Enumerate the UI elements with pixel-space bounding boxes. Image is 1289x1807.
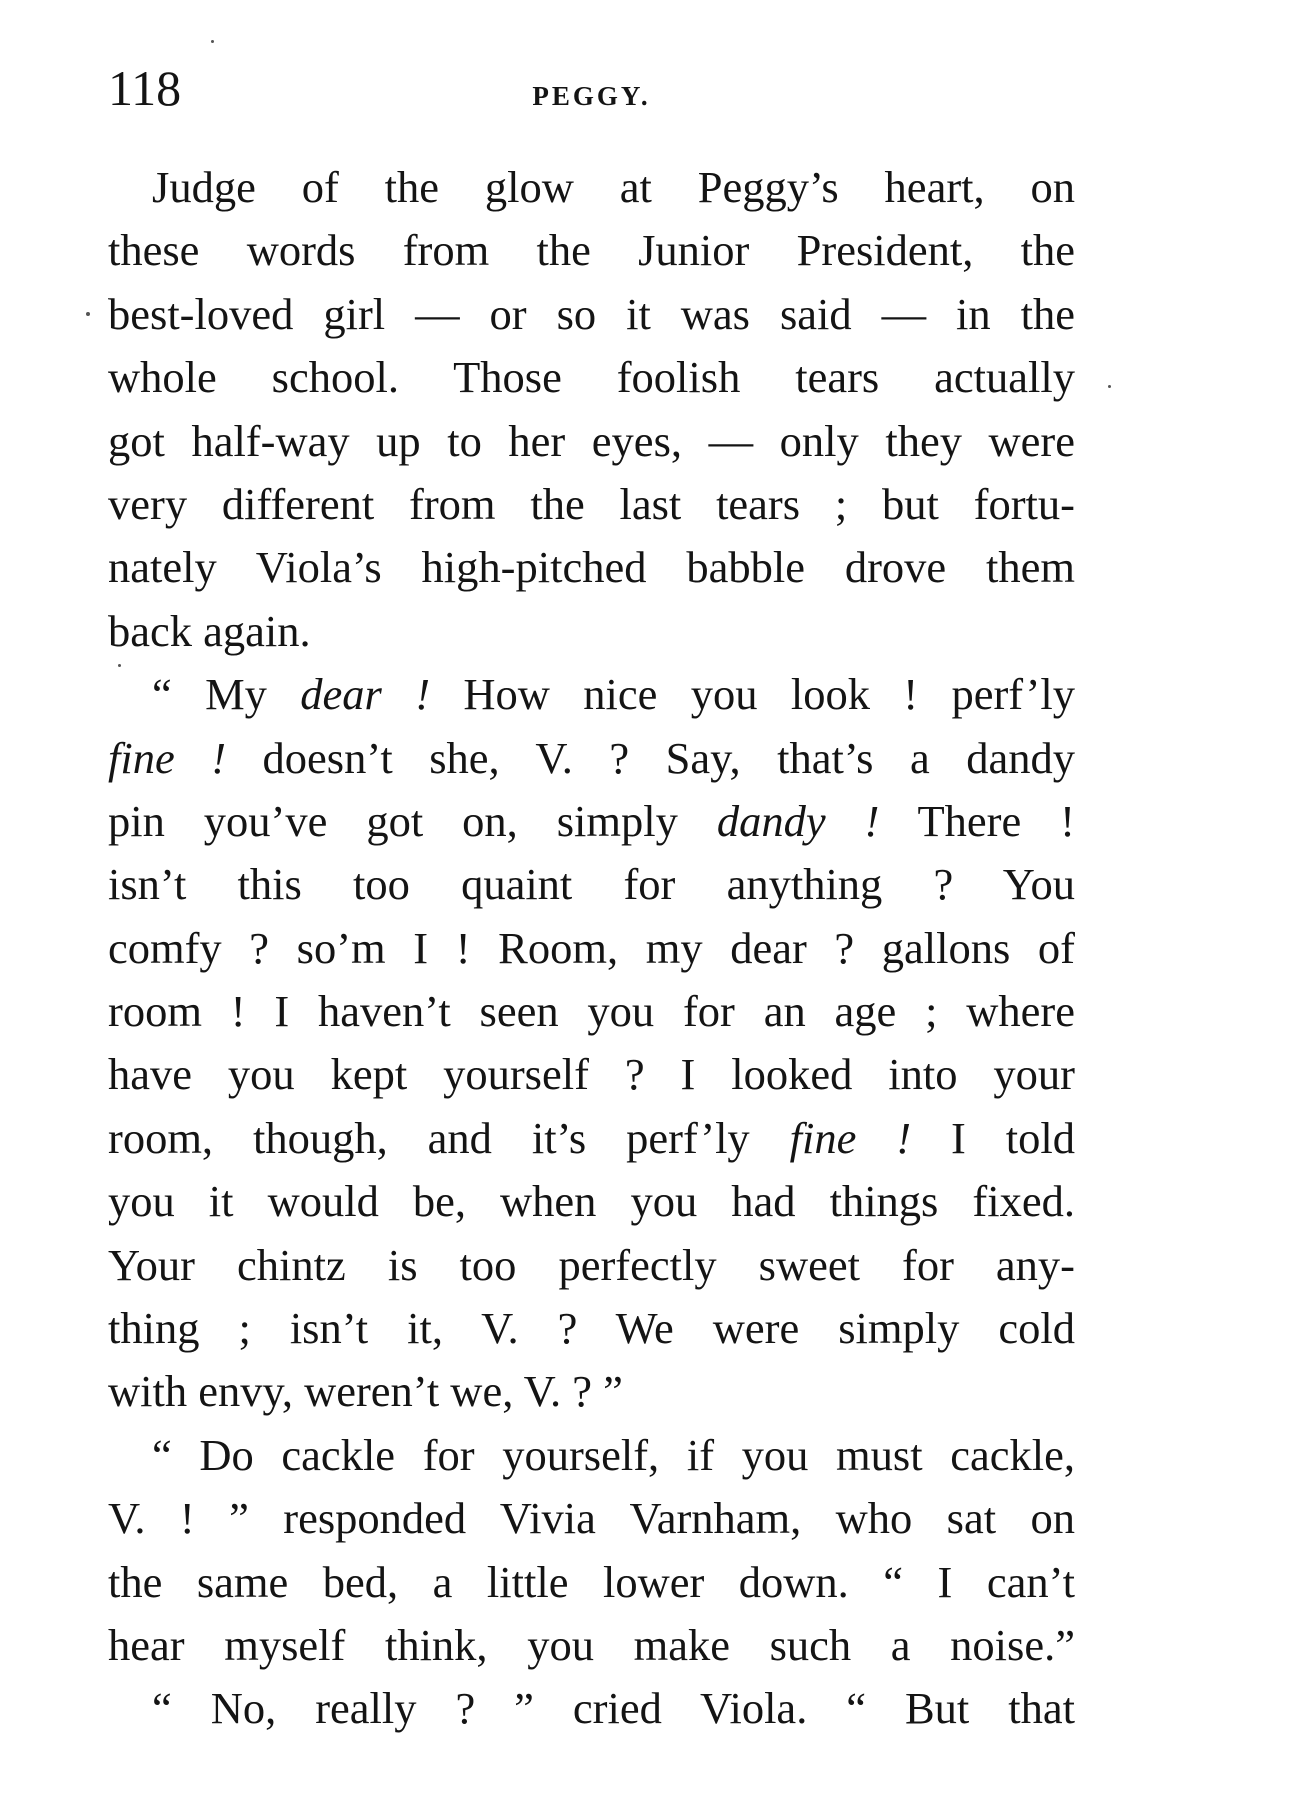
text-line: with envy, weren’t we, V. ? ” bbox=[108, 1366, 623, 1417]
text-line: comfy ? so’m I ! Room, my dear ? gallons of bbox=[108, 922, 1075, 973]
text-line: back again. bbox=[108, 605, 311, 656]
text-line: isn’t this too quaint for anything ? You bbox=[108, 859, 1075, 910]
text-line: thing ; isn’t it, V. ? We were simply cold bbox=[108, 1303, 1075, 1354]
text-line: fine ! doesn’t she, V. ? Say, that’s a dandy bbox=[108, 732, 1075, 783]
text-line: “ My dear ! How nice you look ! perf’ly bbox=[152, 669, 1075, 720]
text-line: these words from the Junior President, the bbox=[108, 225, 1075, 276]
text-line: the same bed, a little lower down. “ I can’t bbox=[108, 1556, 1075, 1607]
scan-speck bbox=[86, 312, 90, 316]
text-line: V. ! ” responded Vivia Varnham, who sat on bbox=[108, 1493, 1075, 1544]
text-line: hear myself think, you make such a noise.” bbox=[108, 1619, 1075, 1670]
text-line: nately Viola’s high-pitched babble drove them bbox=[108, 542, 1075, 593]
text-line: whole school. Those foolish tears actually bbox=[108, 352, 1075, 403]
text-line: you it would be, when you had things fixed. bbox=[108, 1176, 1075, 1227]
text-line: best-loved girl — or so it was said — in the bbox=[108, 288, 1075, 339]
text-line: got half-way up to her eyes, — only they were bbox=[108, 415, 1075, 466]
text-line: Your chintz is too perfectly sweet for any- bbox=[108, 1239, 1075, 1290]
text-line: have you kept yourself ? I looked into your bbox=[108, 1049, 1075, 1100]
text-line: room, though, and it’s perf’ly fine ! I told bbox=[108, 1112, 1076, 1163]
text-line: room ! I haven’t seen you for an age ; where bbox=[108, 986, 1075, 1037]
body-text bbox=[108, 156, 1075, 1741]
page-number: 118 bbox=[108, 60, 182, 116]
text-line: Judge of the glow at Peggy’s heart, on bbox=[152, 162, 1075, 212]
text-line: “ Do cackle for yourself, if you must cackle, bbox=[152, 1429, 1075, 1480]
text-line: very different from the last tears ; but fortu- bbox=[108, 478, 1075, 529]
scan-speck bbox=[1108, 385, 1111, 388]
text-line: “ No, really ? ” cried Viola. “ But that bbox=[152, 1683, 1075, 1734]
running-head bbox=[108, 58, 1075, 118]
text-line: pin you’ve got on, simply dandy ! There ! bbox=[108, 795, 1075, 846]
running-title: PEGGY. bbox=[532, 81, 651, 111]
scan-speck bbox=[118, 664, 121, 667]
scan-speck bbox=[211, 40, 214, 43]
